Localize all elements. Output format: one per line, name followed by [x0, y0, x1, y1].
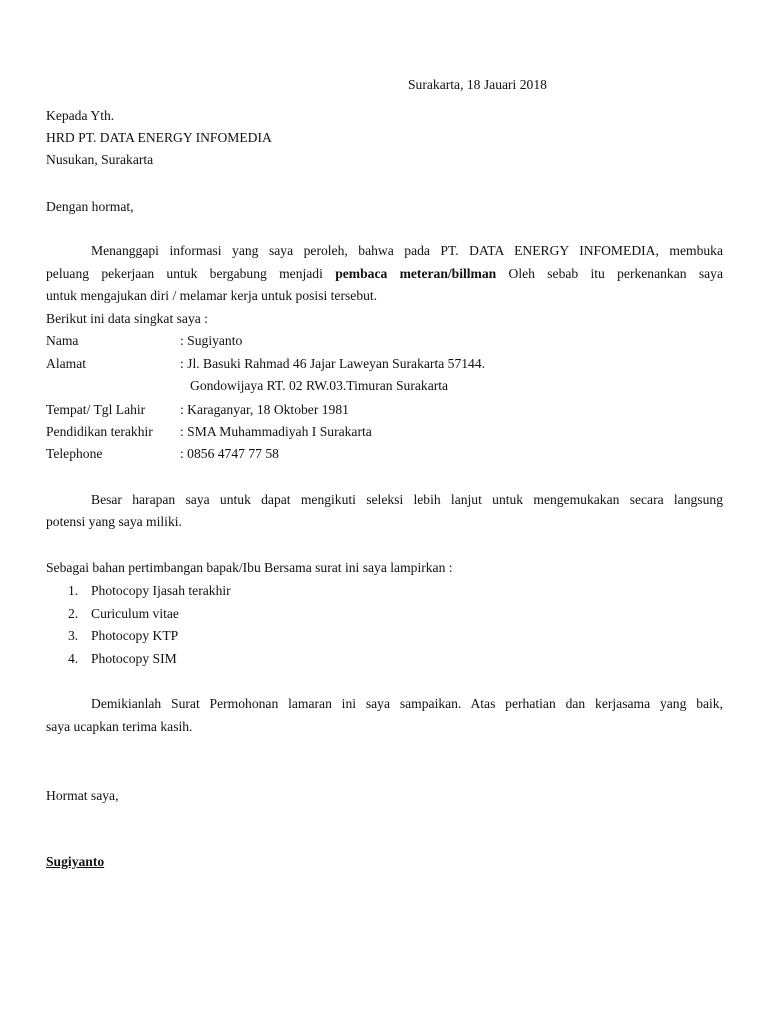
job-position: pembaca meteran/billman [335, 266, 497, 281]
pendidikan-value: : SMA Muhammadiyah I Surakarta [180, 424, 372, 439]
para2-line-1: Besar harapan saya untuk dapat mengikuti seleksi lebih lanjut untuk mengemukakan secara langsung [91, 492, 723, 507]
ttl-label: Tempat/ Tgl Lahir [46, 402, 146, 417]
recipient-line-1: Kepada Yth. [46, 108, 115, 123]
para1-line-3: untuk mengajukan diri / melamar kerja untuk posisi tersebut. [46, 288, 378, 303]
attachment-number: 1. [68, 583, 79, 598]
para1-line-2-pre: peluang pekerjaan untuk bergabung menjadi [46, 266, 323, 281]
telephone-value: : 0856 4747 77 58 [180, 446, 279, 461]
recipient-line-2: HRD PT. DATA ENERGY INFOMEDIA [46, 130, 272, 145]
para3-line-1: Demikianlah Surat Permohonan lamaran ini saya sampaikan. Atas perhatian dan kerjasama yang baik, [91, 696, 723, 711]
para1-line-2-post: Oleh sebab itu perkenankan saya [508, 266, 723, 281]
para2-line-2: potensi yang saya miliki. [46, 514, 182, 529]
attachment-item: Photocopy KTP [91, 628, 179, 643]
greeting: Dengan hormat, [46, 199, 134, 214]
signature-name: Sugiyanto [46, 854, 105, 869]
para1-line-1: Menanggapi informasi yang saya peroleh, bahwa pada PT. DATA ENERGY INFOMEDIA, membuka [91, 243, 723, 258]
para3-line-2: saya ucapkan terima kasih. [46, 719, 193, 734]
alamat-value-2: Gondowijaya RT. 02 RW.03.Timuran Surakarta [190, 378, 449, 393]
attachment-item: Curiculum vitae [91, 606, 179, 621]
attachment-item: Photocopy Ijasah terakhir [91, 583, 231, 598]
recipient-line-3: Nusukan, Surakarta [46, 152, 154, 167]
attachment-number: 2. [68, 606, 79, 621]
para1-line-2 [46, 266, 723, 282]
pendidikan-label: Pendidikan terakhir [46, 424, 153, 439]
alamat-value-1: : Jl. Basuki Rahmad 46 Jajar Laweyan Surakarta 57144. [180, 356, 486, 371]
nama-value: : Sugiyanto [180, 333, 243, 348]
data-intro: Berikut ini data singkat saya : [46, 311, 208, 326]
telephone-label: Telephone [46, 446, 103, 461]
ttl-value: : Karaganyar, 18 Oktober 1981 [180, 402, 349, 417]
date-line: Surakarta, 18 Jauari 2018 [408, 77, 547, 92]
closing: Hormat saya, [46, 788, 119, 803]
alamat-label: Alamat [46, 356, 87, 371]
attach-intro: Sebagai bahan pertimbangan bapak/Ibu Bersama surat ini saya lampirkan : [46, 560, 453, 575]
nama-label: Nama [46, 333, 79, 348]
attachment-item: Photocopy SIM [91, 651, 177, 666]
attachment-number: 4. [68, 651, 79, 666]
attachment-number: 3. [68, 628, 79, 643]
